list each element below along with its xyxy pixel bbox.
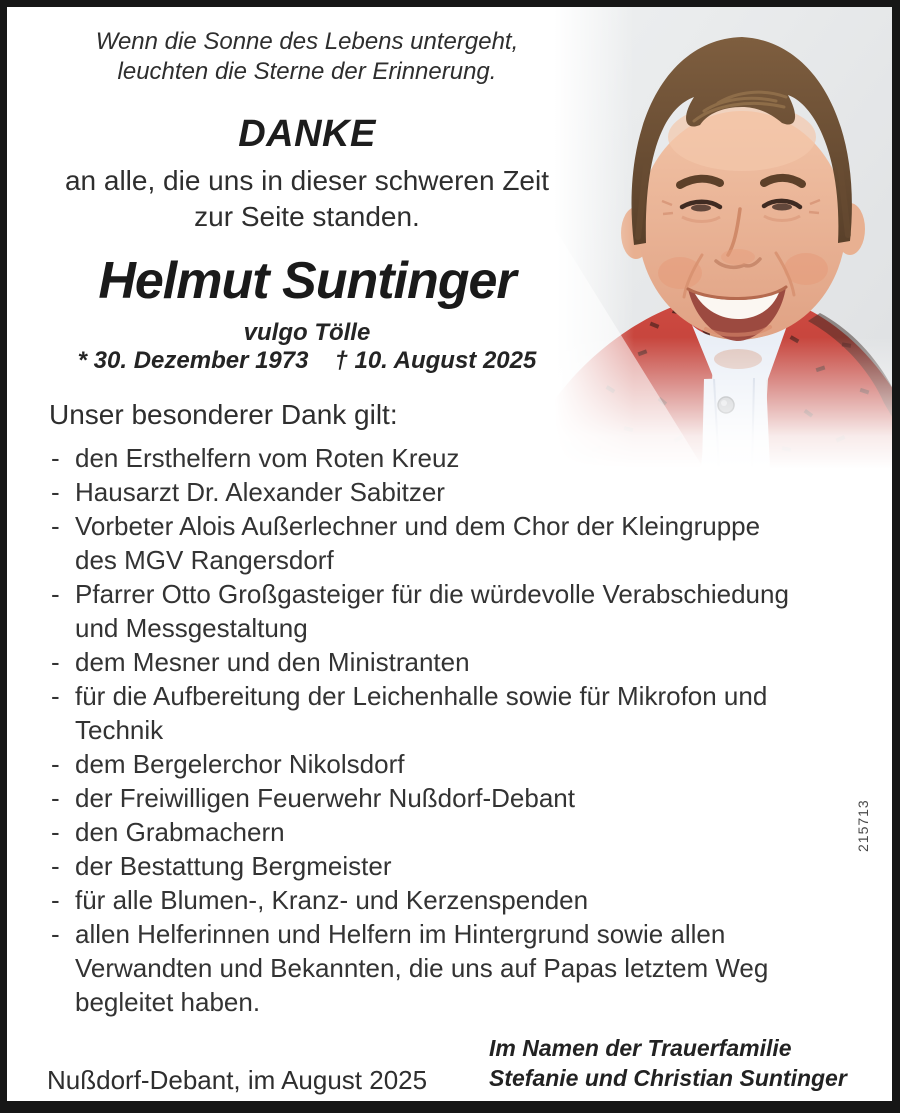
thanks-item-line: - Pfarrer Otto Großgasteiger für die würdevolle Verabschiedung xyxy=(51,579,789,609)
thanks-item-line: - dem Bergelerchor Nikolsdorf xyxy=(51,749,405,779)
thanks-item-line-cont: Verwandten und Bekannten, die uns auf Papas letztem Weg xyxy=(75,953,769,983)
list-bullet: - xyxy=(51,511,60,541)
list-bullet: - xyxy=(51,579,60,609)
family-closing-line-1: Im Namen der Trauerfamilie xyxy=(489,1035,792,1061)
thanks-item-line-cont: Technik xyxy=(75,715,164,745)
thanks-item-line-cont: begleitet haben. xyxy=(75,987,261,1017)
vulgo-name: vulgo Tölle xyxy=(243,319,371,346)
memorial-quote-line-2: leuchten die Sterne der Erinnerung. xyxy=(117,58,497,85)
family-closing xyxy=(489,1033,847,1093)
thanks-intro-line-2: zur Seite standen. xyxy=(194,201,420,232)
portrait-photo-svg xyxy=(554,7,892,469)
death-date: † 10. August 2025 xyxy=(334,347,537,374)
family-closing-line-2: Stefanie und Christian Suntinger xyxy=(489,1065,847,1091)
header-block xyxy=(37,27,577,375)
thanks-item-line: - dem Mesner und den Ministranten xyxy=(51,647,470,677)
thanks-item-line: - für alle Blumen-, Kranz- und Kerzenspenden xyxy=(51,885,589,915)
thanks-item-line: - der Freiwilligen Feuerwehr Nußdorf-Debant xyxy=(51,783,575,813)
thanks-list xyxy=(49,441,859,1019)
list-bullet: - xyxy=(51,783,60,813)
list-bullet: - xyxy=(51,919,60,949)
dank-intro: Unser besonderer Dank gilt: xyxy=(49,399,398,430)
birth-date: * 30. Dezember 1973 xyxy=(77,347,309,374)
list-bullet: - xyxy=(51,749,60,779)
print-number: 215713 xyxy=(855,799,871,852)
thanks-item-line: - für die Aufbereitung der Leichenhalle sowie für Mikrofon und xyxy=(51,681,768,711)
list-bullet: - xyxy=(51,443,60,473)
card-inner xyxy=(7,7,892,1101)
list-bullet: - xyxy=(51,851,60,881)
thanks-item-line-cont: und Messgestaltung xyxy=(75,613,308,643)
deceased-name: Helmut Suntinger xyxy=(98,252,516,310)
thanks-item-line: - Vorbeter Alois Außerlechner und dem Chor der Kleingruppe xyxy=(51,511,761,541)
memorial-quote-line-1: Wenn die Sonne des Lebens untergeht, xyxy=(95,28,519,55)
thanks-item-line: - den Grabmachern xyxy=(51,817,285,847)
list-bullet: - xyxy=(51,647,60,677)
place-date: Nußdorf-Debant, im August 2025 xyxy=(47,1065,428,1095)
list-bullet: - xyxy=(51,477,60,507)
life-dates xyxy=(37,347,577,375)
portrait-photo xyxy=(554,7,892,469)
thanks-intro-line-1: an alle, die uns in dieser schweren Zeit xyxy=(64,165,550,196)
thanks-item-line-cont: des MGV Rangersdorf xyxy=(75,545,334,575)
thanks-item-line: - Hausarzt Dr. Alexander Sabitzer xyxy=(51,477,445,507)
list-bullet: - xyxy=(51,885,60,915)
danke-heading: DANKE xyxy=(238,113,376,155)
thanks-item-line: - der Bestattung Bergmeister xyxy=(51,851,392,881)
thanks-item-line: - allen Helferinnen und Helfern im Hintergrund sowie allen xyxy=(51,919,726,949)
thanks-item-line: - den Ersthelfern vom Roten Kreuz xyxy=(51,443,460,473)
list-bullet: - xyxy=(51,681,60,711)
list-bullet: - xyxy=(51,817,60,847)
